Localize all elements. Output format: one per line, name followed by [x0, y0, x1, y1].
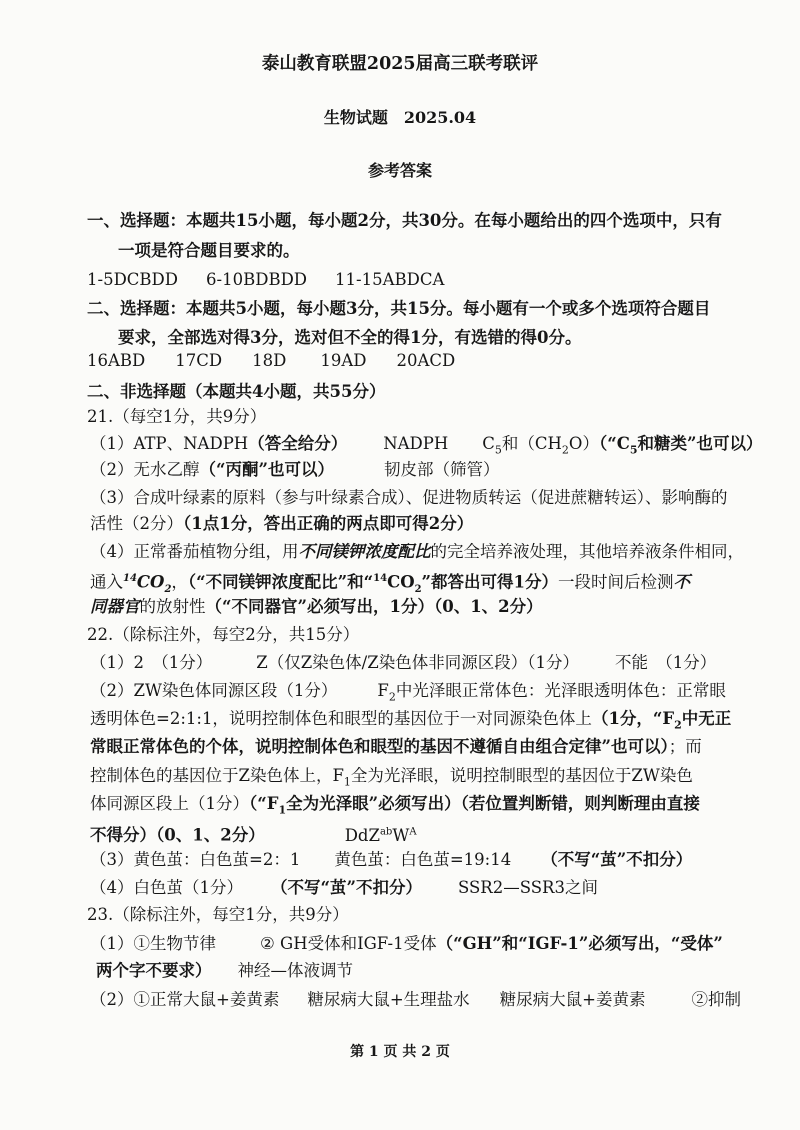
exam-title: 泰山教育联盟2025届高三联考联评 [261, 54, 539, 74]
q21-part3-line2: 活性（2分）（1点1分，答出正确的两点即可得2分） [90, 514, 474, 533]
q21-part1: （1）ATP、NADPH（答全给分） NADPH $C_5$和$(CH_2O)(“C_5$和糖类”也可以） [90, 434, 763, 457]
q23-heading: 23.（除标注外，每空1分，共9分） [87, 905, 349, 924]
section1-answers [87, 269, 444, 291]
section3-heading: 二、非选择题（本题共4小题，共55分） [87, 382, 386, 401]
q23-part1-line2: 两个字不要求） 神经—体液调节 [96, 961, 353, 980]
genotype: $DdZ^{ab}W^A$ [344, 825, 417, 845]
q22-part2-line3: 常眼正常体色的个体，说明控制体色和眼型的基因不遵循自由组合定律”也可以）；而 [90, 737, 702, 756]
q23-part2: （2）①正常大鼠+姜黄素 糖尿病大鼠+生理盐水 糖尿病大鼠+姜黄素 ②抑制 [90, 990, 741, 1009]
q21-heading: 21.（每空1分，共9分） [87, 407, 267, 426]
q23-part1-line1: （1）①生物节律 ② GH受体和IGF-1受体（“GH”和“IGF-1”必须写出，“受体” [90, 934, 723, 953]
answer-18: 18D [252, 351, 287, 370]
section2-answers [87, 350, 455, 372]
answers-11-15: 11-15ABDCA [335, 270, 445, 289]
q22-part2-line2: 透明体色=2:1:1，说明控制体色和眼型的基因位于一对同源染色体上（1分，“$F_2$中无正 [90, 709, 732, 732]
answers-1-5: 1-5DCBDD [87, 270, 179, 289]
answer-16: 16ABD [87, 351, 146, 370]
page-footer: 第 1 页 共 2 页 [350, 1044, 450, 1060]
q21-part3-line1: （3）合成叶绿素的原料（参与叶绿素合成）、促进物质转运（促进蔗糖转运）、影响酶的 [90, 488, 728, 507]
q22-part2-line5: 体同源区段上（1分）（“$F_1$全为光泽眼”必须写出）（若位置判断错，则判断理由直接 [90, 794, 700, 817]
section1-instructions-line2: 一项是符合题目要求的。 [118, 241, 300, 260]
section2-instructions-line1: 二、选择题：本题共5小题，每小题3分，共15分。每小题有一个或多个选项符合题目 [87, 299, 711, 318]
exam-subtitle: 生物试题 2025.04 [323, 108, 477, 127]
q22-part2-line1: （2）ZW染色体同源区段（1分） $F_2$中光泽眼正常体色：光泽眼透明体色：正常眼 [90, 681, 726, 704]
answers-6-10: 6-10BDBDD [206, 270, 308, 289]
q22-part3: （3）黄色茧：白色茧=2：1 黄色茧：白色茧=19:14 （不写“茧”不扣分） [90, 850, 693, 869]
q21-part4-line1: （4）正常番茄植物分组，用不同镁钾浓度配比的完全培养液处理，其他培养液条件相同， [90, 542, 744, 561]
answer-heading: 参考答案 [367, 161, 432, 180]
q22-part2-line4: 控制体色的基因位于Z染色体上，$F_1$全为光泽眼，说明控制眼型的基因位于ZW染色 [90, 766, 693, 789]
q22-part2-line6: 不得分）（0、1、2分） $DdZ^{ab}W^A$ [90, 825, 417, 845]
q22-heading: 22.（除标注外，每空2分，共15分） [87, 625, 360, 644]
q21-part4-line2: 通入$^{14}CO_2$，（“不同镁钾浓度配比”和“$^{14}CO_2$”都答出可得1分）一段时间后检测不 [90, 572, 691, 595]
section1-instructions-line1: 一、选择题：本题共15小题，每小题2分，共30分。在每小题给出的四个选项中，只有 [87, 211, 722, 230]
q22-part1: （1）2 （1分） Z（仅Z染色体/Z染色体非同源区段）（1分） 不能 （1分） [90, 653, 717, 672]
q22-part4: （4）白色茧（1分） （不写“茧”不扣分） SSR2—SSR3之间 [90, 878, 598, 897]
answer-20: 20ACD [396, 351, 456, 370]
q21-part2: （2）无水乙醇（“丙酮”也可以） 韧皮部（筛管） [90, 460, 500, 479]
q21-part4-line3: 同器官的放射性（“不同器官”必须写出，1分）（0、1、2分） [90, 597, 543, 616]
answer-19: 19AD [320, 351, 367, 370]
answer-17: 17CD [175, 351, 223, 370]
section2-instructions-line2: 要求，全部选对得3分，选对但不全的得1分，有选错的得0分。 [118, 328, 582, 347]
